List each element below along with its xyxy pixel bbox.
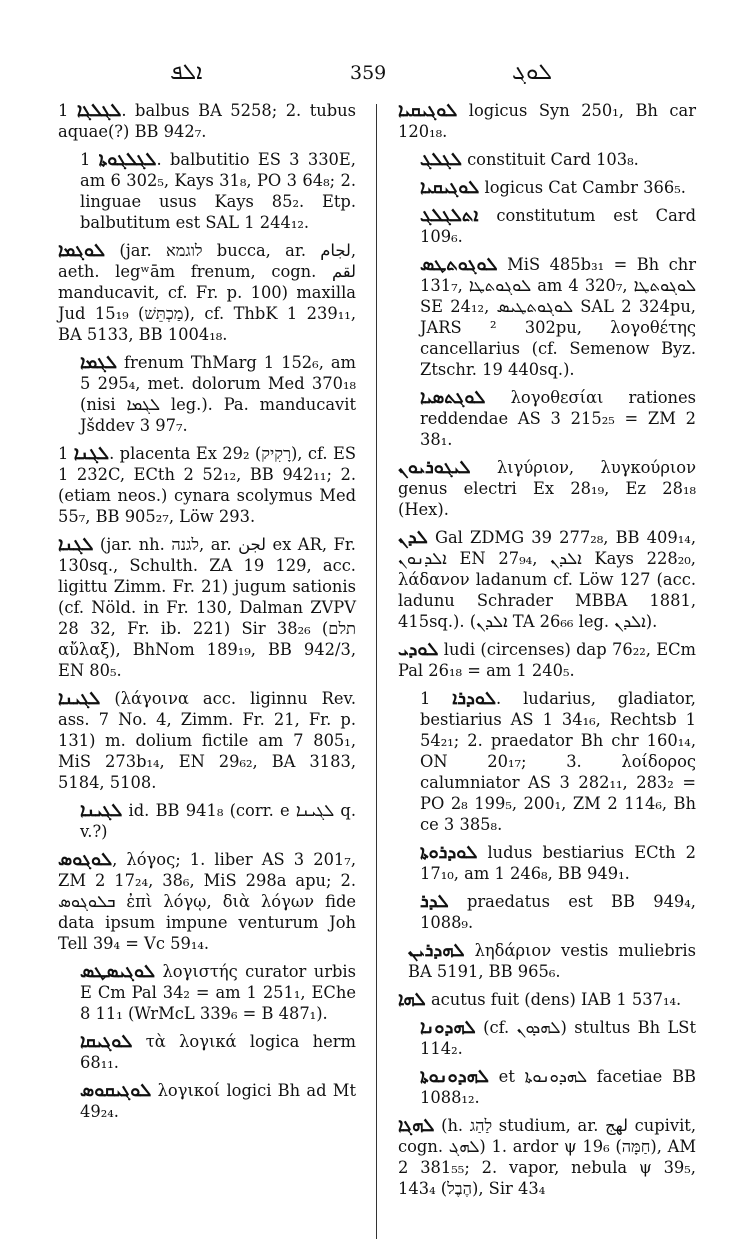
dictionary-entry	[58, 849, 356, 954]
dictionary-entry	[398, 1115, 696, 1199]
dictionary-entry	[398, 688, 696, 835]
headword: ܠܗܕܪܝܢ	[408, 940, 465, 961]
headword: ܠܘܕܝ	[398, 639, 439, 660]
entry-text: logicus Cat Cambr 366₅.	[479, 178, 686, 197]
dictionary-entry	[58, 443, 356, 527]
entry-text: logicus Syn 250₁, Bh car 120₁₈.	[398, 101, 696, 141]
dictionary-entry	[398, 387, 696, 450]
dictionary-entry	[58, 534, 356, 681]
entry-text: (λάγοινα acc. liginnu Rev. ass. 7 No. 4, Zimm. Fr. 21, Fr. p. 131) m. dolium fictile am 7 805₁, MiS 273b₁₄, EN 29₆₂, BA 3183, 5184, 5108.	[58, 689, 356, 792]
entry-text: λογοθεσίαι rationes reddendae AS 3 215₂₅ = ZM 2 38₁.	[420, 388, 696, 449]
entry-text: MiS 485b₃₁ = Bh chr 131₇, ܠܘܓܘܬܛܐ am 4 320₇, ܠܘܓܘܬܛܐ SE 24₁₂, ܠܘܓܘܬܛܝܣ SAL 2 324pu, JARS ² 302pu, λογοθέτης cancellarius (cf. Semenow Byz. Ztschr. 19 440sq.).	[420, 255, 696, 379]
headword: ܠܓܠܓ	[420, 149, 462, 170]
headword: ܠܘܓܝܩܘܣ	[80, 1080, 152, 1101]
headword: ܠܘܓܘܣ	[58, 849, 113, 870]
headword: ܠܘܓܘܬܛܣ	[420, 254, 498, 275]
entry-text: , λόγος; 1. liber AS 3 201₇, ZM 2 17₂₄, 38₆, MiS 298a apu; 2. ܒܠܘܓܘܣ ἐπὶ λόγῳ, διὰ λόγων fide data ipsum impune venturum Joh Tell 39₄ = Vc 59₁₄.	[58, 850, 356, 953]
entry-text: 1. balbutitio ES 3 330E, am 6 302₅, Kays 31₈, PO 3 64₈; 2. linguae usus Kays 85₂. Etp. balbutitum est SAL 1 244₁₂.	[80, 150, 356, 232]
headword: ܠܗܐ	[398, 989, 426, 1010]
dictionary-entry	[58, 688, 356, 793]
headword: ܠܘܓܝܩܝܐ	[398, 100, 458, 121]
entry-text: 1. ludarius, gladiator, bestiarius AS 1 34₁₆, Rechtsb 1 54₂₁; 2. praedator Bh chr 160₁₄, ON 20₁₇; 3. λοίδορος calumniator AS 3 282₁₁, 283₂ = PO 2₈ 199₅, 200₁, ZM 2 114₆, Bh ce 3 385₈.	[420, 689, 696, 834]
entry-text: λογιστής curator urbis E Cm Pal 34₂ = am 1 251₁, EChe 8 11₁ (WrMcL 339₆ = B 487₁).	[80, 962, 356, 1023]
dictionary-entry	[398, 842, 696, 884]
headword: ܠܘܓܡܐ	[58, 240, 106, 261]
dictionary-entry	[58, 240, 356, 345]
dictionary-entry	[58, 1080, 356, 1122]
entry-text: (jar. לוגמא bucca, ar. لجام, aeth. legʷām frenum, cogn. لقم manducavit, cf. Fr. p. 100) maxilla Jud 15₁₉ (מַכְתֵּשׁ), cf. ThbK 1 239₁₁, BA 5133, BB 1004₁₈.	[58, 241, 356, 344]
dictionary-entry	[58, 1031, 356, 1073]
headword: ܠܘܓܝܣܛܣ	[80, 961, 156, 982]
page-number: 359	[350, 62, 387, 84]
header-right-glyph: ܠܘܓ	[512, 60, 552, 85]
dictionary-entry	[398, 205, 696, 247]
headword: ܠܗܓܐ	[398, 1115, 435, 1136]
headword: ܠܓܝܢܐ	[58, 688, 101, 709]
entry-text: ludus bestiarius ECth 2 17₁₀, am 1 246₈, BB 949₁.	[420, 843, 696, 883]
headword: ܠܘܓܝܩܝܐ	[420, 177, 480, 198]
headword: ܠܓܝܢܐ	[80, 800, 123, 821]
dictionary-entry	[398, 989, 696, 1010]
dictionary-entry	[398, 1066, 696, 1108]
dictionary-entry	[58, 352, 356, 436]
headword: ܠܘܕܪܐ	[452, 688, 497, 709]
page-header	[0, 60, 750, 90]
dictionary-entry	[398, 940, 696, 982]
headword: ܠܗܕܘܢܐ	[420, 1017, 476, 1038]
headword: ܠܕܪ	[420, 891, 449, 912]
dictionary-entry	[398, 457, 696, 520]
dictionary-entry	[398, 177, 696, 198]
headword: ܠܘܓܬܣܝܐ	[420, 387, 486, 408]
left-column	[58, 100, 356, 1129]
entry-text: 1. placenta Ex 29₂ (רָקִיק), cf. ES 1 232C, ECth 2 52₁₂, BB 942₁₁; 2. (etiam neos.) cynara scolymus Med 55₇, BB 905₂₇, Löw 293.	[58, 444, 356, 526]
entry-text: frenum ThMarg 1 152₆, am 5 295₄, met. dolorum Med 370₁₈ (nisi ܠܓܡܐ leg.). Pa. manducavit Jšddev 3 97₇.	[80, 353, 356, 435]
entry-text: (cf. ܠܗܕܘܢ) stultus Bh LSt 114₂.	[420, 1018, 696, 1058]
entry-text: constituit Card 103₈.	[461, 150, 639, 169]
headword: ܠܓܠܓܘܬܐ	[98, 149, 157, 170]
headword: ܠܗܕܘܢܘܬܐ	[420, 1066, 489, 1087]
headword: ܠܓܠܓܐ	[76, 100, 122, 121]
headword: ܠܕܢ	[398, 527, 428, 548]
dictionary-entry	[398, 639, 696, 681]
column-divider	[376, 104, 377, 1239]
dictionary-entry	[58, 100, 356, 142]
dictionary-entry	[398, 527, 696, 632]
headword: ܠܓܢܐ	[73, 443, 110, 464]
entry-text: 1. balbus BA 5258; 2. tubus aquae(?) BB 942₇.	[58, 101, 356, 141]
dictionary-entry	[58, 961, 356, 1024]
entry-text: ludi (circenses) dap 76₂₂, ECm Pal 26₁₈ = am 1 240₅.	[398, 640, 696, 680]
dictionary-entry	[398, 100, 696, 142]
entry-text: ληδάριον vestis muliebris BA 5191, BB 965₆.	[408, 941, 696, 981]
headword: ܠܘܕܪܘܬܐ	[420, 842, 478, 863]
entry-text: (h. לַהַג studium, ar. لهج cupivit, cogn. ܠܗܓ) 1. ardor ψ 19₆ (חַמָּה), AM 2 381₅₅; 2. vapor, nebula ψ 39₅, 143₄ (הֶבֶל), Sir 43₄	[398, 1116, 696, 1198]
entry-text: λιγύριον, λυγκούριον genus electri Ex 28₁₉, Ez 28₁₈ (Hex).	[398, 458, 696, 519]
headword: ܠܘܓܝܩܐ	[80, 1031, 133, 1052]
headword: ܠܓܡܐ	[80, 352, 118, 373]
dictionary-entry	[398, 149, 696, 170]
headword: ܠܓܢܐ	[58, 534, 94, 555]
entry-text: (jar. nh. לגנה, ar. لجن ex AR, Fr. 130sq., Schulth. ZA 19 129, acc. ligittu Zimm. Fr. 21) jugum sationis (cf. Nöld. in Fr. 130, Dalman ZVPV 28 32, Fr. ib. 221) Sir 38₂₆ (תלם αὔλαξ), BhNom 189₁₉, BB 942/3, EN 80₅.	[58, 535, 356, 680]
right-column	[398, 100, 696, 1206]
dictionary-entry	[58, 149, 356, 233]
entry-text: acutus fuit (dens) IAB 1 537₁₄.	[425, 990, 682, 1009]
dictionary-entry	[398, 1017, 696, 1059]
entry-text: constitutum est Card 109₆.	[420, 206, 696, 246]
headword: ܠܝܓܘܪܝܘܢ	[398, 457, 471, 478]
entry-text: et ܠܗܕܘܢܘܬܐ facetiae BB 1088₁₂.	[420, 1067, 696, 1107]
entry-text: λογικοί logici Bh ad Mt 49₂₄.	[80, 1081, 356, 1121]
headword: ܐܬܠܓܠܓ	[420, 205, 479, 226]
dictionary-entry	[398, 254, 696, 380]
dictionary-entry	[398, 891, 696, 933]
entry-text: praedatus est BB 949₄, 1088₉.	[420, 892, 696, 932]
entry-text: Gal ZDMG 39 277₂₈, BB 409₁₄, ܐܠܕܢܘܢ EN 27₉₄, ܐܠܕܢ Kays 228₂₀, λάδανον ladanum cf. Löw 127 (acc. ladunu Schrader MBBA 1881, 415sq.). (ܐܠܕܢ TA 26₆₆ leg. ܐܠܕܢ).	[398, 528, 696, 631]
entry-text: τὰ λογικά logica herm 68₁₁.	[80, 1032, 356, 1072]
entry-text: id. BB 941₈ (corr. e ܠܓܝܢܐ q. v.?)	[80, 801, 357, 841]
header-left-glyph: ܐܠܦ	[170, 60, 203, 85]
dictionary-entry	[58, 800, 356, 842]
